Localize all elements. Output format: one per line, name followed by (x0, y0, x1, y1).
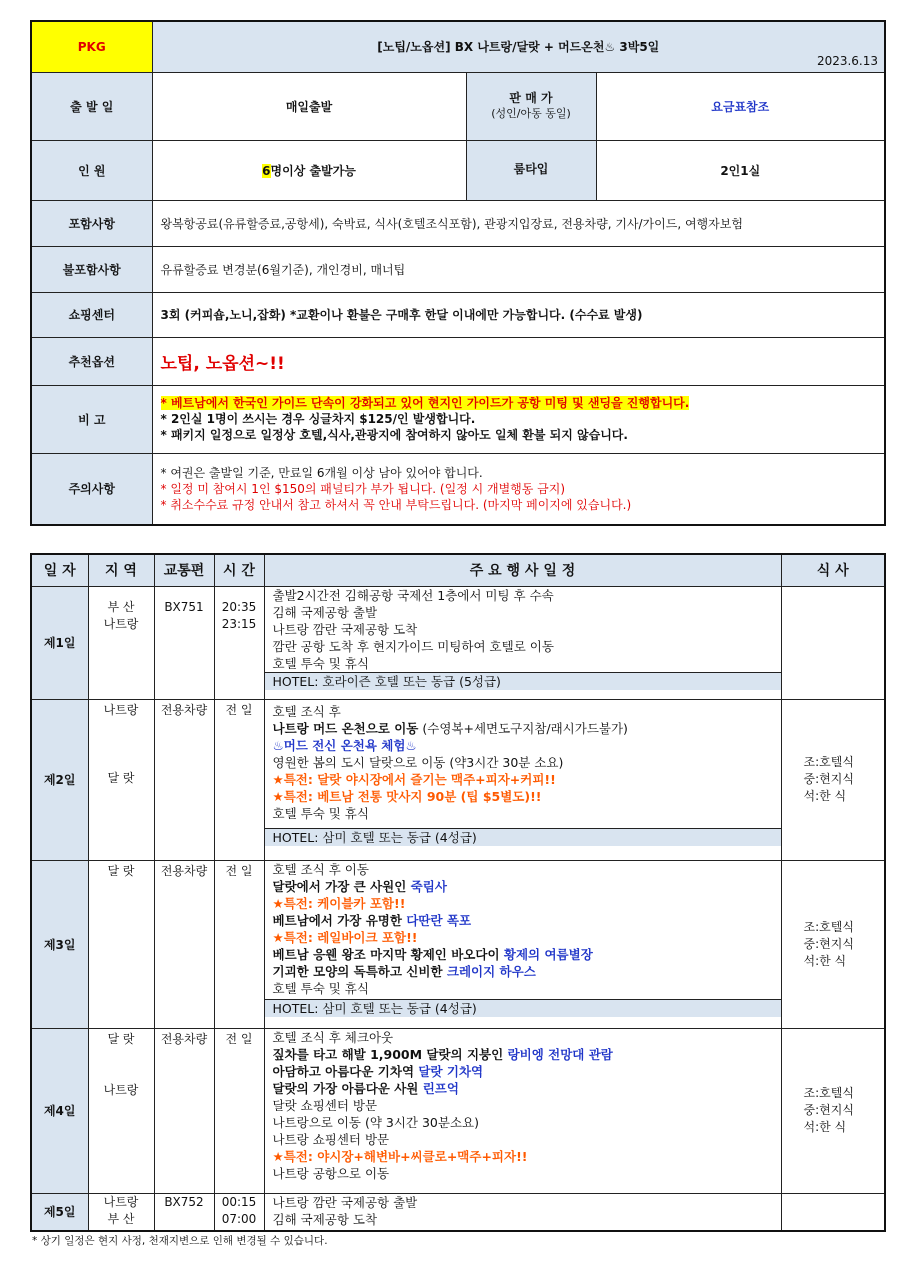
day5-row (31, 1193, 885, 1231)
day1-transport (154, 586, 214, 699)
schedule-line: 호텔 투숙 및 휴식 (272, 805, 369, 821)
shopping-label: 쇼핑센터 (31, 292, 152, 337)
caution-cell (152, 453, 885, 525)
day2-transport (154, 699, 214, 860)
schedule-line: 깜란 공항 도착 후 현지가이드 미팅하여 호텔로 이동 (272, 638, 554, 654)
day4-time (214, 1028, 264, 1193)
time-text: 전 일 (225, 1031, 253, 1046)
place-name: 다딴란 폭포 (406, 912, 472, 928)
day5-transport (154, 1193, 214, 1231)
recommended-option-value: 노팁, 노옵션~!! (152, 337, 885, 385)
schedule-line: 달랏 쇼핑센터 방문 (272, 1097, 378, 1113)
transport-text: BX751 (164, 599, 204, 614)
day3-row (31, 860, 885, 1028)
package-info-table (30, 20, 886, 526)
header-day: 일 자 (31, 554, 88, 586)
schedule-line: 나트랑 깜란 국제공항 출발 (272, 1194, 418, 1210)
schedule-line: 베트남에서 가장 유명한 (272, 912, 407, 928)
shopping-value: 3회 (커피숍,노니,잡화) *교환이나 환불은 구매후 한달 이내에만 가능합니다. (수수료 발생) (152, 292, 885, 337)
caution-line: * 여권은 출발일 기준, 만료일 6개월 이상 남아 있어야 합니다. (160, 465, 483, 480)
schedule-line: 나트랑 쇼핑센터 방문 (272, 1131, 390, 1147)
transport-text: BX752 (164, 1194, 204, 1209)
region-text: 부 산 (107, 599, 135, 614)
day1-meal (781, 586, 885, 699)
day4-transport (154, 1028, 214, 1193)
meal-dinner: 석:한 식 (803, 953, 847, 968)
transport-text: 전용차량 (160, 1031, 208, 1046)
place-name: 린프억 (422, 1080, 459, 1096)
day2-region (88, 699, 154, 860)
day3-meal (781, 860, 885, 1028)
schedule-line: 베트남 응웬 왕조 마지막 황제인 바오다이 (272, 946, 504, 962)
price-label: 판 매 가 (509, 91, 553, 106)
room-type-label: 룸타입 (466, 140, 596, 200)
transport-text: 전용차량 (160, 863, 208, 878)
schedule-line: 나트랑 머드 온천으로 이동 (272, 720, 419, 736)
place-name: 달랏 기차역 (418, 1063, 484, 1079)
people-value-text: 명이상 출발가능 (270, 163, 356, 178)
day3-region (88, 860, 154, 1028)
day2-row (31, 699, 885, 860)
price-value: 요금표참조 (596, 72, 885, 140)
remarks-label: 비 고 (31, 385, 152, 453)
price-label-cell (466, 72, 596, 140)
header-region: 지 역 (88, 554, 154, 586)
day4-row (31, 1028, 885, 1193)
meal-dinner: 석:한 식 (803, 1120, 847, 1134)
day5-meal (781, 1193, 885, 1231)
caution-line: * 일정 미 참여시 1인 $150의 패널티가 부가 됩니다. (일정 시 개별행동 금지) (160, 481, 566, 496)
time-text: 07:00 (221, 1211, 257, 1226)
day1-time (214, 586, 264, 699)
day3-transport (154, 860, 214, 1028)
departure-value: 매일출발 (152, 72, 466, 140)
region-text: 달 랏 (107, 863, 135, 878)
header-time: 시 간 (214, 554, 264, 586)
day5-region (88, 1193, 154, 1231)
package-title: [노팁/노옵션] BX 나트랑/달랏 + 머드온천♨ 3박5일 (377, 40, 660, 55)
day2-label: 제2일 (31, 699, 88, 860)
schedule-line: 아담하고 아름다운 기차역 (272, 1063, 419, 1079)
day4-region (88, 1028, 154, 1193)
day1-label: 제1일 (31, 586, 88, 699)
time-text: 전 일 (225, 863, 253, 878)
include-value: 왕복항공료(유류할증료,공항세), 숙박료, 식사(호텔조식포함), 관광지입장료, 전용차량, 기사/가이드, 여행자보험 (152, 200, 885, 246)
schedule-line: 달랏의 가장 아름다운 사원 (272, 1080, 423, 1096)
header-transport: 교통편 (154, 554, 214, 586)
place-name: 황제의 여름별장 (503, 946, 593, 962)
caution-line: * 취소수수료 규정 안내서 참고 하셔서 꼭 안내 부탁드립니다. (마지막 페이지에 있습니다.) (160, 497, 632, 512)
itinerary-table (30, 553, 886, 1232)
day5-schedule (264, 1193, 781, 1231)
header-schedule: 주 요 행 사 일 정 (264, 554, 781, 586)
region-text: 나트랑 (103, 1082, 139, 1097)
people-value-cell (152, 140, 466, 200)
schedule-line: 호텔 조식 후 이동 (272, 861, 369, 877)
people-label: 인 원 (31, 140, 152, 200)
day2-schedule (264, 699, 781, 860)
header-meal: 식 사 (781, 554, 885, 586)
schedule-highlight: ♨머드 전신 온천욕 체험♨ (272, 737, 417, 753)
region-text: 부 산 (107, 1211, 135, 1226)
day3-hotel: HOTEL: 삼미 호텔 또는 동급 (4성급) (265, 999, 781, 1017)
remark-line: * 2인실 1명이 쓰시는 경우 싱글차지 $125/인 발생합니다. (160, 412, 476, 426)
caution-label: 주의사항 (31, 453, 152, 525)
meal-dinner: 석:한 식 (803, 789, 847, 803)
include-label: 포함사항 (31, 200, 152, 246)
schedule-line: 출발2시간전 김해공항 국제선 1층에서 미팅 후 수속 (272, 587, 554, 603)
special-benefit: ★특전: 베트남 전통 맛사지 90분 (팁 $5별도)!! (272, 788, 542, 804)
transport-text: 전용차량 (160, 702, 208, 717)
region-text: 나트랑 (103, 702, 139, 717)
day3-schedule (264, 860, 781, 1028)
schedule-line: 호텔 조식 후 체크아웃 (272, 1029, 394, 1045)
package-title-cell (152, 21, 885, 72)
document-date: 2023.6.13 (816, 53, 879, 68)
day3-time (214, 860, 264, 1028)
footnote: * 상기 일정은 현지 사정, 천재지변으로 인해 변경될 수 있습니다. (32, 1235, 328, 1247)
schedule-line: 영원한 봄의 도시 달랏으로 이동 (약3시간 30분 소요) (272, 754, 564, 770)
remarks-cell (152, 385, 885, 453)
meal-lunch: 중:현지식 (803, 1103, 854, 1117)
region-text: 나트랑 (103, 1194, 139, 1209)
meal-lunch: 중:현지식 (803, 936, 854, 951)
special-benefit: ★특전: 야시장+해변바+씨클로+맥주+피자!! (272, 1148, 528, 1164)
day2-hotel: HOTEL: 삼미 호텔 또는 동급 (4성급) (265, 828, 781, 846)
special-benefit: ★특전: 레일바이크 포함!! (272, 929, 418, 945)
schedule-line: 기괴한 모양의 독특하고 신비한 (272, 963, 447, 979)
room-type-value: 2인1실 (596, 140, 885, 200)
schedule-line: 나트랑 깜란 국제공항 도착 (272, 621, 418, 637)
day5-time (214, 1193, 264, 1231)
meal-breakfast: 조:호텔식 (803, 1086, 854, 1100)
day5-label: 제5일 (31, 1193, 88, 1231)
schedule-line: 호텔 투숙 및 휴식 (272, 980, 369, 996)
place-name: 랑비엥 전망대 관람 (507, 1046, 613, 1062)
day1-hotel: HOTEL: 호라이즌 호텔 또는 동급 (5성급) (265, 672, 781, 690)
day4-meal (781, 1028, 885, 1193)
schedule-line-note: (수영복+세면도구지참/래시가드불가) (418, 720, 628, 736)
day3-label: 제3일 (31, 860, 88, 1028)
schedule-line: 짚차를 타고 해발 1,900M 달랏의 지붕인 (272, 1046, 508, 1062)
meal-lunch: 중:현지식 (803, 772, 854, 786)
place-name: 크레이지 하우스 (446, 963, 536, 979)
time-text: 23:15 (221, 616, 257, 631)
remark-line: * 베트남에서 한국인 가이드 단속이 강화되고 있어 현지인 가이드가 공항 미팅 및 샌딩을 진행합니다. (160, 396, 690, 410)
schedule-line: 호텔 조식 후 (272, 703, 341, 719)
place-name: 죽림사 (410, 878, 447, 894)
day1-region (88, 586, 154, 699)
day2-time (214, 699, 264, 860)
day4-label: 제4일 (31, 1028, 88, 1193)
region-text: 달 랏 (107, 1031, 135, 1046)
schedule-line: 김해 국제공항 출발 (272, 604, 378, 620)
region-text: 달 랏 (107, 770, 135, 785)
day2-meal (781, 699, 885, 860)
exclude-value: 유류할증료 변경분(6월기준), 개인경비, 매너팁 (152, 246, 885, 292)
schedule-line: 호텔 투숙 및 휴식 (272, 655, 369, 671)
time-text: 00:15 (221, 1194, 257, 1209)
day4-schedule (264, 1028, 781, 1193)
schedule-line: 나트랑 공항으로 이동 (272, 1165, 390, 1181)
region-text: 나트랑 (103, 616, 139, 631)
schedule-line: 달랏에서 가장 큰 사원인 (272, 878, 411, 894)
schedule-line: 나트랑으로 이동 (약 3시간 30분소요) (272, 1114, 479, 1130)
departure-label: 출 발 일 (31, 72, 152, 140)
meal-breakfast: 조:호텔식 (803, 919, 854, 934)
time-text: 20:35 (221, 599, 257, 614)
meal-breakfast: 조:호텔식 (803, 755, 854, 769)
price-sub-label: (성인/아동 동일) (491, 106, 571, 120)
remark-line: * 패키지 일정으로 일정상 호텔,식사,관광지에 참여하지 않아도 일체 환불 되지 않습니다. (160, 428, 628, 442)
people-min-number: 6 (262, 163, 271, 178)
special-benefit: ★특전: 달랏 야시장에서 즐기는 맥주+피자+커피!! (272, 771, 556, 787)
exclude-label: 불포함사항 (31, 246, 152, 292)
special-benefit: ★특전: 케이블카 포함!! (272, 895, 406, 911)
day1-row (31, 586, 885, 699)
pkg-badge: PKG (31, 21, 152, 72)
recommended-option-label: 추천옵션 (31, 337, 152, 385)
day1-schedule (264, 586, 781, 699)
time-text: 전 일 (225, 702, 253, 717)
schedule-line: 김해 국제공항 도착 (272, 1211, 378, 1227)
